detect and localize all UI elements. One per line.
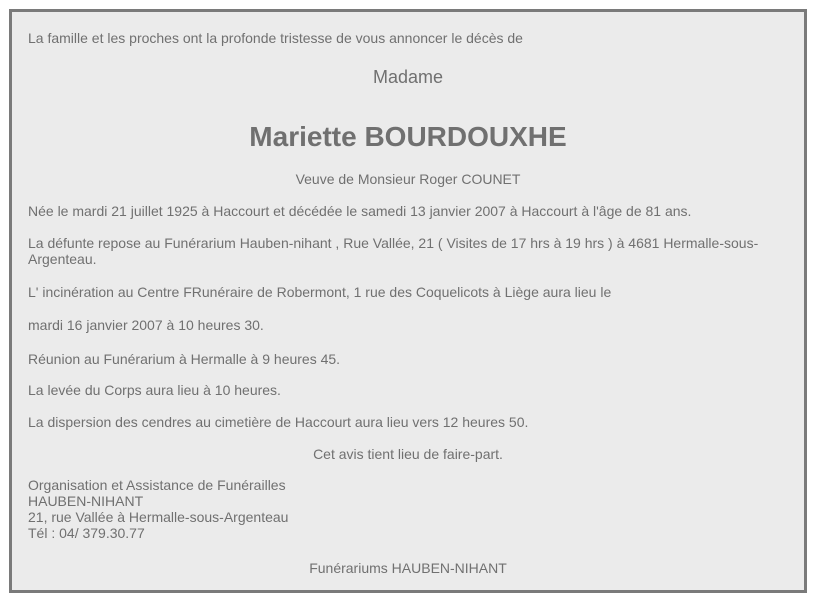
widow-line: Veuve de Monsieur Roger COUNET	[295, 171, 521, 187]
organisation-block	[28, 477, 288, 541]
meeting-line: Réunion au Funérarium à Hermalle à 9 heures 45.	[28, 351, 341, 367]
organisation-line-1: Organisation et Assistance de Funérailles	[28, 477, 286, 493]
organisation-line-2: HAUBEN-NIHANT	[28, 493, 144, 509]
intro-text: La famille et les proches ont la profonde tristesse de vous annoncer le décès de	[28, 30, 523, 46]
faire-part-line: Cet avis tient lieu de faire-part.	[313, 446, 503, 462]
dispersion-line: La dispersion des cendres au cimetière de Haccourt aura lieu vers 12 heures 50.	[28, 414, 529, 430]
organisation-phone: Tél : 04/ 379.30.77	[28, 525, 145, 541]
deceased-name: Mariette BOURDOUXHE	[249, 121, 567, 152]
footer-text: Funérariums HAUBEN-NIHANT	[309, 560, 507, 576]
title-madame: Madame	[372, 67, 444, 87]
organisation-line-3: 21, rue Vallée à Hermalle-sous-Argenteau	[28, 509, 289, 525]
incineration-line: L' incinération au Centre FRunéraire de Robermont, 1 rue des Coquelicots à Liège aura lieu le	[28, 284, 612, 300]
birth-death-line: Née le mardi 21 juillet 1925 à Haccourt et décédée le samedi 13 janvier 2007 à Haccourt à l'âge de 81 ans.	[28, 203, 692, 219]
incineration-date: mardi 16 janvier 2007 à 10 heures 30.	[28, 317, 264, 333]
rests-line: La défunte repose au Funérarium Hauben-nihant , Rue Vallée, 21 ( Visites de 17 hrs à 19 hrs ) à 4681 Hermalle-sous-Argenteau.	[28, 235, 759, 267]
obituary-notice	[9, 9, 807, 593]
levee-line: La levée du Corps aura lieu à 10 heures.	[28, 382, 281, 398]
